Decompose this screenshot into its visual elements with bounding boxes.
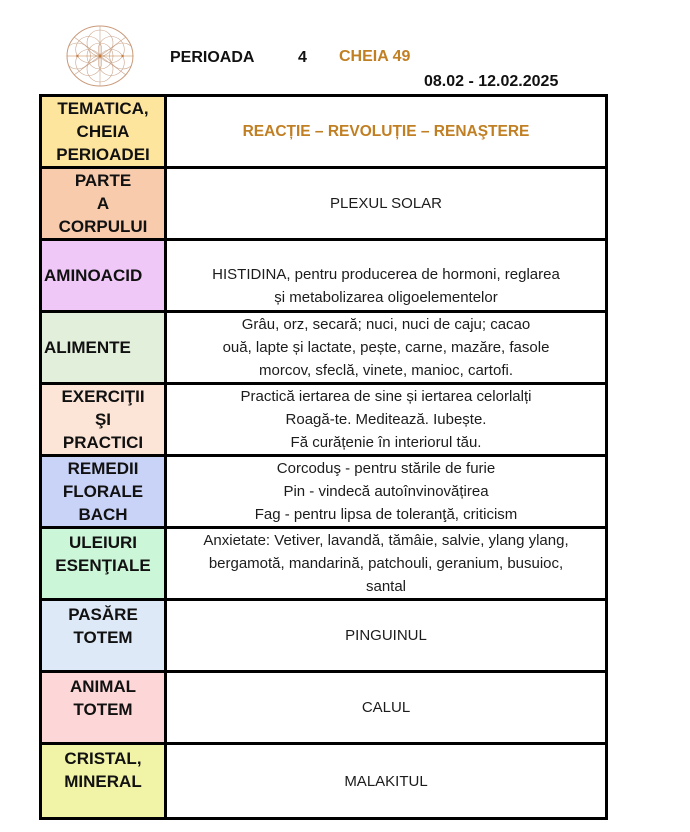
period-number: 4: [298, 49, 307, 66]
label-line: CORPULUI: [58, 217, 148, 236]
label-line: BACH: [78, 505, 128, 524]
row-label-theme: [42, 97, 167, 169]
row-value-bach-remedies: [167, 457, 605, 529]
value-line: Pin - vindecă autoînvinovățirea: [283, 483, 489, 500]
row-label-bach-remedies: [42, 457, 167, 529]
label-line: PASĂRE: [68, 605, 138, 624]
label-line: ULEIURI: [69, 533, 137, 552]
label-line: REMEDII: [67, 459, 139, 478]
row-label-totem-animal: [42, 673, 167, 745]
value-line: PINGUINUL: [345, 627, 427, 644]
label-line: CHEIA: [76, 122, 130, 141]
value-line: Anxietate: Vetiver, lavandă, tămâie, salvie, ylang ylang,: [203, 532, 569, 549]
flower-of-life-icon: [66, 25, 134, 87]
value-line: Fă curățenie în interiorul tău.: [290, 434, 482, 451]
value-line: ouă, lapte și lactate, pește, carne, mazăre, fasole: [222, 339, 550, 356]
value-line: și metabolizarea oligoelementelor: [274, 288, 498, 306]
row-value-foods: [167, 313, 605, 385]
period-label: PERIOADA: [170, 49, 255, 66]
row-label-body-part: [42, 169, 167, 241]
value-line: Corcoduş - pentru stările de furie: [276, 460, 496, 477]
period-table: [39, 94, 608, 820]
label-line: FLORALE: [62, 482, 144, 501]
date-range: 08.02 - 12.02.2025: [424, 73, 559, 90]
label-line: PERIOADEI: [56, 145, 150, 164]
label-line: PRACTICI: [62, 433, 144, 452]
label-line: PARTE: [74, 171, 132, 190]
label-line: MINERAL: [64, 772, 142, 791]
row-label-essential-oils: [42, 529, 167, 601]
value-line: morcov, sfeclă, vinete, manioc, cartofi.: [259, 362, 513, 379]
row-label-foods: [42, 313, 167, 385]
row-value-amino-acid: [167, 241, 605, 313]
row-label-amino-acid: [42, 241, 167, 313]
label-line: ANIMAL: [69, 677, 137, 696]
value-line: REACȚIE – REVOLUȚIE – RENAŞTERE: [242, 123, 530, 140]
value-line: Grâu, orz, secară; nuci, nuci de caju; cacao: [241, 316, 531, 333]
value-line: HISTIDINA, pentru producerea de hormoni, reglarea: [212, 265, 560, 283]
value-line: santal: [365, 578, 407, 595]
value-line: Fag - pentru lipsa de toleranţă, criticism: [254, 506, 518, 523]
row-value-essential-oils: [167, 529, 605, 601]
label-line: ESENŢIALE: [55, 556, 151, 575]
row-value-totem-animal: [167, 673, 605, 745]
label-line: EXERCIŢII: [61, 387, 145, 406]
value-line: CALUL: [361, 699, 411, 716]
row-value-theme: [167, 97, 605, 169]
row-value-totem-bird: [167, 601, 605, 673]
key-label: CHEIA 49: [339, 48, 411, 65]
label-line: TOTEM: [73, 628, 133, 647]
value-line: Practică iertarea de sine și iertarea celorlalți: [240, 388, 532, 405]
label-line: A: [96, 194, 110, 213]
label-line: ALIMENTE: [44, 338, 131, 357]
value-line: MALAKITUL: [344, 772, 428, 790]
row-label-exercises: [42, 385, 167, 457]
row-value-crystal: [167, 745, 605, 817]
row-value-body-part: [167, 169, 605, 241]
label-line: TEMATICA,: [57, 99, 149, 118]
row-label-crystal: [42, 745, 167, 817]
label-line: AMINOACID: [44, 266, 143, 285]
value-line: PLEXUL SOLAR: [330, 195, 442, 212]
value-line: bergamotă, mandarină, patchouli, geranium, busuioc,: [208, 555, 564, 572]
label-line: TOTEM: [73, 700, 133, 719]
row-value-exercises: [167, 385, 605, 457]
label-line: CRISTAL,: [64, 749, 142, 768]
value-line: Roagă-te. Meditează. Iubește.: [285, 411, 487, 428]
label-line: ŞI: [94, 410, 112, 429]
row-label-totem-bird: [42, 601, 167, 673]
